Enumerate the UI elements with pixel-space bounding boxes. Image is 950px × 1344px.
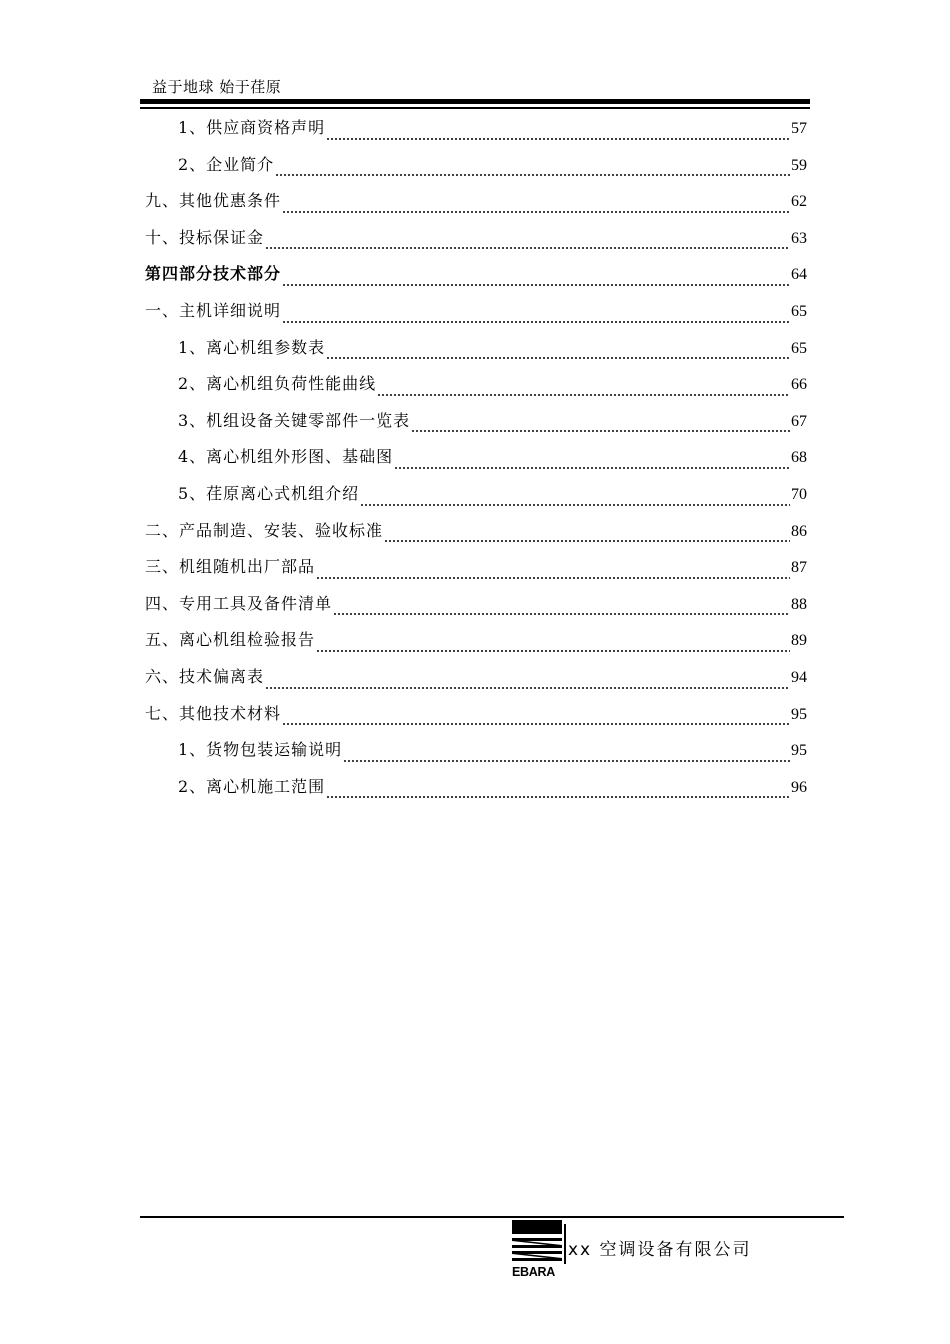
- toc-entry-page: 67: [791, 412, 807, 430]
- toc-entry-title: 2、离心机施工范围: [178, 776, 326, 796]
- toc-entry-title: 1、货物包装运输说明: [178, 740, 343, 760]
- toc-entry-title: 七、其他技术材料: [145, 703, 282, 723]
- toc-entry-page: 94: [791, 668, 807, 686]
- toc-entry-page: 62: [791, 193, 807, 211]
- toc-dot-leader: [326, 781, 790, 799]
- toc-dot-leader: [326, 123, 790, 141]
- toc-entry[interactable]: [145, 662, 807, 699]
- toc-entry-page: 70: [791, 485, 807, 503]
- toc-dot-leader: [316, 562, 790, 580]
- toc-dot-leader: [282, 269, 790, 287]
- toc-entry-title: 四、专用工具及备件清单: [145, 593, 333, 613]
- toc-entry-title: 1、离心机组参数表: [178, 337, 326, 357]
- toc-dot-leader: [384, 525, 790, 543]
- toc-entry-title: 4、离心机组外形图、基础图: [178, 447, 394, 467]
- toc-entry[interactable]: [145, 369, 807, 406]
- toc-entry-page: 68: [791, 449, 807, 467]
- toc-entry[interactable]: [145, 442, 807, 479]
- toc-entry-title: 5、荏原离心式机组介绍: [178, 483, 360, 503]
- toc-entry-title: 第四部分技术部分: [145, 264, 282, 284]
- table-of-contents: [145, 113, 807, 808]
- toc-dot-leader: [333, 598, 790, 616]
- toc-entry-title: 六、技术偏离表: [145, 666, 265, 686]
- toc-entry[interactable]: [145, 552, 807, 589]
- toc-dot-leader: [377, 379, 790, 397]
- toc-entry-title: 3、机组设备关键零部件一览表: [178, 410, 411, 430]
- toc-dot-leader: [282, 306, 790, 324]
- toc-entry[interactable]: [145, 333, 807, 370]
- toc-entry-page: 95: [791, 705, 807, 723]
- toc-entry[interactable]: [145, 150, 807, 187]
- toc-dot-leader: [360, 489, 790, 507]
- toc-entry-page: 95: [791, 742, 807, 760]
- toc-dot-leader: [411, 415, 790, 433]
- toc-entry-title: 二、产品制造、安装、验收标准: [145, 520, 384, 540]
- toc-entry[interactable]: [145, 259, 807, 296]
- toc-entry[interactable]: [145, 772, 807, 809]
- toc-dot-leader: [282, 196, 790, 214]
- toc-entry[interactable]: [145, 186, 807, 223]
- toc-entry-page: 89: [791, 632, 807, 650]
- toc-dot-leader: [326, 342, 790, 360]
- toc-entry-title: 2、企业简介: [178, 154, 275, 174]
- header-slogan: 益于地球 始于荏原: [152, 78, 282, 96]
- toc-dot-leader: [282, 708, 790, 726]
- toc-entry[interactable]: [145, 625, 807, 662]
- toc-entry-page: 59: [791, 156, 807, 174]
- ebara-logo-icon: [512, 1220, 568, 1278]
- toc-entry-page: 64: [791, 266, 807, 284]
- toc-entry[interactable]: [145, 223, 807, 260]
- toc-entry-page: 65: [791, 302, 807, 320]
- header-rule-thick: [140, 99, 810, 104]
- toc-dot-leader: [275, 159, 790, 177]
- toc-entry-page: 86: [791, 522, 807, 540]
- header-rule-thin: [140, 107, 810, 109]
- toc-entry-page: 66: [791, 376, 807, 394]
- toc-entry[interactable]: [145, 516, 807, 553]
- toc-entry-page: 57: [791, 120, 807, 137]
- footer-rule: [140, 1216, 844, 1218]
- toc-dot-leader: [265, 672, 790, 690]
- toc-dot-leader: [265, 232, 790, 250]
- company-name: xx 空调设备有限公司: [568, 1240, 752, 1260]
- toc-entry[interactable]: [145, 589, 807, 626]
- toc-entry-page: 88: [791, 595, 807, 613]
- toc-dot-leader: [394, 452, 790, 470]
- toc-entry[interactable]: [145, 479, 807, 516]
- toc-entry-title: 1、供应商资格声明: [178, 118, 326, 137]
- toc-entry-page: 87: [791, 559, 807, 577]
- toc-entry[interactable]: [145, 406, 807, 443]
- toc-entry-title: 三、机组随机出厂部品: [145, 557, 316, 577]
- toc-dot-leader: [316, 635, 790, 653]
- toc-entry-page: 63: [791, 229, 807, 247]
- toc-entry-title: 五、离心机组检验报告: [145, 630, 316, 650]
- toc-entry-title: 九、其他优惠条件: [145, 191, 282, 211]
- ebara-logo-text: EBARA: [512, 1265, 555, 1278]
- toc-entry[interactable]: [145, 735, 807, 772]
- toc-entry-title: 一、主机详细说明: [145, 300, 282, 320]
- toc-entry[interactable]: [145, 113, 807, 150]
- toc-entry-page: 96: [791, 778, 807, 796]
- toc-entry-title: 十、投标保证金: [145, 227, 265, 247]
- toc-entry-title: 2、离心机组负荷性能曲线: [178, 374, 377, 394]
- toc-entry[interactable]: [145, 296, 807, 333]
- toc-entry[interactable]: [145, 699, 807, 736]
- toc-dot-leader: [343, 745, 790, 763]
- toc-entry-page: 65: [791, 339, 807, 357]
